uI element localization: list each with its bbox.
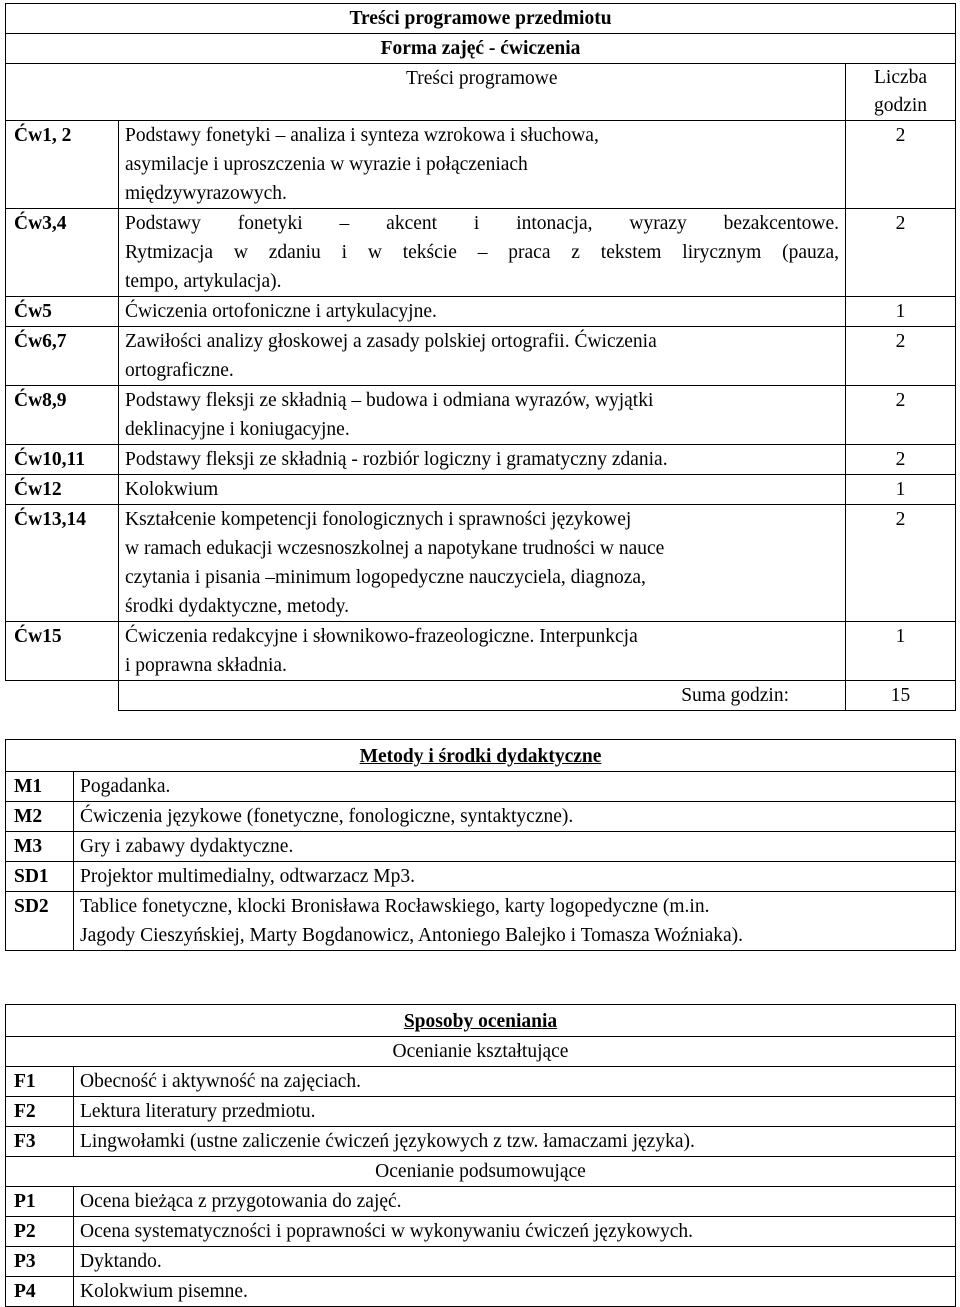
program-row-hours: 1 bbox=[846, 297, 956, 327]
program-row-code: Ćw3,4 bbox=[6, 209, 119, 297]
content-line: środki dydaktyczne, metody. bbox=[125, 596, 350, 617]
program-row-code: Ćw1, 2 bbox=[6, 121, 119, 209]
program-row bbox=[6, 327, 956, 386]
program-row-code: Ćw12 bbox=[6, 475, 119, 505]
methods-table bbox=[5, 739, 956, 951]
program-row-content bbox=[119, 121, 846, 209]
program-row-hours: 1 bbox=[846, 475, 956, 505]
assessment-text: Lingwołamki (ustne zaliczenie ćwiczeń językowych z tzw. łamaczami języka). bbox=[74, 1127, 956, 1157]
assessment-row bbox=[6, 1187, 956, 1217]
assessment-title: Sposoby oceniania bbox=[6, 1005, 956, 1037]
assessment-row bbox=[6, 1217, 956, 1247]
program-row-code: Ćw8,9 bbox=[6, 386, 119, 445]
content-line: czytania i pisania –minimum logopedyczne nauczyciela, diagnoza, bbox=[125, 567, 646, 588]
col-hours-header: Liczba godzin bbox=[846, 64, 956, 121]
assessment-code: P2 bbox=[6, 1217, 74, 1247]
assessment-row bbox=[6, 1097, 956, 1127]
method-text bbox=[74, 862, 956, 892]
assessment-code: F2 bbox=[6, 1097, 74, 1127]
assessment-text: Kolokwium pisemne. bbox=[74, 1277, 956, 1307]
sum-value: 15 bbox=[846, 681, 956, 711]
assessment-text: Lektura literatury przedmiotu. bbox=[74, 1097, 956, 1127]
methods-title: Metody i środki dydaktyczne bbox=[6, 740, 956, 772]
sum-row bbox=[6, 681, 956, 711]
method-row bbox=[6, 772, 956, 802]
content-line: Kolokwium bbox=[125, 479, 219, 500]
assessment-code: F3 bbox=[6, 1127, 74, 1157]
program-row bbox=[6, 622, 956, 681]
program-row-content bbox=[119, 475, 846, 505]
content-line: Kształcenie kompetencji fonologicznych i sprawności językowej bbox=[125, 509, 632, 530]
content-line: Podstawy fonetyki – akcent i intonacja, wyrazy bezakcentowe. bbox=[125, 213, 839, 234]
program-row-code: Ćw13,14 bbox=[6, 505, 119, 622]
assessment-title-row bbox=[6, 1005, 956, 1037]
assessment-row bbox=[6, 1067, 956, 1097]
program-body bbox=[6, 4, 956, 711]
method-text bbox=[74, 832, 956, 862]
program-row bbox=[6, 121, 956, 209]
summative-header-row bbox=[6, 1157, 956, 1187]
program-row-content bbox=[119, 505, 846, 622]
sum-label: Suma godzin: bbox=[119, 681, 846, 711]
program-row bbox=[6, 297, 956, 327]
method-row bbox=[6, 832, 956, 862]
method-code: M3 bbox=[6, 832, 74, 862]
program-row-hours: 2 bbox=[846, 327, 956, 386]
assessment-row bbox=[6, 1127, 956, 1157]
assessment-text: Ocena bieżąca z przygotowania do zajęć. bbox=[74, 1187, 956, 1217]
program-subtitle: Forma zajęć - ćwiczenia bbox=[6, 34, 956, 64]
program-row-content bbox=[119, 386, 846, 445]
method-text-line: Projektor multimedialny, odtwarzacz Mp3. bbox=[80, 866, 416, 887]
content-line: Podstawy fleksji ze składnią - rozbiór logiczny i gramatyczny zdania. bbox=[125, 449, 668, 470]
program-header-row bbox=[6, 64, 956, 121]
program-subtitle-row bbox=[6, 34, 956, 64]
assessment-row bbox=[6, 1277, 956, 1307]
content-line: Rytmizacja w zdaniu i w tekście – praca z tekstem lirycznym (pauza, bbox=[125, 242, 839, 263]
methods-title-row bbox=[6, 740, 956, 772]
program-title-row bbox=[6, 4, 956, 34]
content-line: tempo, artykulacja). bbox=[125, 271, 282, 292]
method-text-line: Ćwiczenia językowe (fonetyczne, fonologiczne, syntaktyczne). bbox=[80, 806, 574, 827]
program-table bbox=[5, 3, 956, 711]
formative-header: Ocenianie kształtujące bbox=[6, 1037, 956, 1067]
method-text-line: Jagody Cieszyńskiej, Marty Bogdanowicz, Antoniego Balejko i Tomasza Woźniaka). bbox=[80, 925, 743, 946]
method-code: M2 bbox=[6, 802, 74, 832]
program-row-hours: 2 bbox=[846, 209, 956, 297]
content-line: deklinacyjne i koniugacyjne. bbox=[125, 419, 350, 440]
program-row-hours: 2 bbox=[846, 121, 956, 209]
program-row-content bbox=[119, 445, 846, 475]
content-line: w ramach edukacji wczesnoszkolnej a napotykane trudności w nauce bbox=[125, 538, 665, 559]
formative-header-row bbox=[6, 1037, 956, 1067]
assessment-code: P3 bbox=[6, 1247, 74, 1277]
content-line: Ćwiczenia ortofoniczne i artykulacyjne. bbox=[125, 301, 437, 322]
method-row bbox=[6, 892, 956, 951]
method-text bbox=[74, 802, 956, 832]
methods-body bbox=[6, 740, 956, 951]
assessment-body bbox=[6, 1005, 956, 1307]
assessment-table bbox=[5, 1004, 956, 1307]
program-row bbox=[6, 475, 956, 505]
method-text-line: Tablice fonetyczne, klocki Bronisława Rocławskiego, karty logopedyczne (m.in. bbox=[80, 896, 710, 917]
program-row-code: Ćw5 bbox=[6, 297, 119, 327]
program-title: Treści programowe przedmiotu bbox=[6, 4, 956, 34]
method-text bbox=[74, 772, 956, 802]
method-text-line: Pogadanka. bbox=[80, 776, 171, 797]
program-row-code: Ćw10,11 bbox=[6, 445, 119, 475]
method-row bbox=[6, 802, 956, 832]
assessment-text: Obecność i aktywność na zajęciach. bbox=[74, 1067, 956, 1097]
program-row-code: Ćw6,7 bbox=[6, 327, 119, 386]
method-code: SD2 bbox=[6, 892, 74, 951]
content-line: międzywyrazowych. bbox=[125, 183, 287, 204]
program-row-hours: 1 bbox=[846, 622, 956, 681]
program-row bbox=[6, 209, 956, 297]
program-row-hours: 2 bbox=[846, 386, 956, 445]
content-line: Podstawy fonetyki – analiza i synteza wzrokowa i słuchowa, bbox=[125, 125, 599, 146]
col-content-header: Treści programowe bbox=[119, 64, 846, 121]
assessment-text: Dyktando. bbox=[74, 1247, 956, 1277]
program-row-content bbox=[119, 327, 846, 386]
content-line: i poprawna składnia. bbox=[125, 655, 287, 676]
program-row bbox=[6, 386, 956, 445]
assessment-code: F1 bbox=[6, 1067, 74, 1097]
content-line: Zawiłości analizy głoskowej a zasady polskiej ortografii. Ćwiczenia bbox=[125, 331, 657, 352]
content-line: asymilacje i uproszczenia w wyrazie i połączeniach bbox=[125, 154, 528, 175]
program-row-content bbox=[119, 297, 846, 327]
method-text-line: Gry i zabawy dydaktyczne. bbox=[80, 836, 294, 857]
assessment-text: Ocena systematyczności i poprawności w wykonywaniu ćwiczeń językowych. bbox=[74, 1217, 956, 1247]
program-row-code: Ćw15 bbox=[6, 622, 119, 681]
program-row bbox=[6, 445, 956, 475]
content-line: Ćwiczenia redakcyjne i słownikowo-frazeologiczne. Interpunkcja bbox=[125, 626, 638, 647]
program-row bbox=[6, 505, 956, 622]
method-text bbox=[74, 892, 956, 951]
method-code: SD1 bbox=[6, 862, 74, 892]
program-row-content bbox=[119, 209, 846, 297]
assessment-row bbox=[6, 1247, 956, 1277]
program-row-hours: 2 bbox=[846, 505, 956, 622]
program-row-hours: 2 bbox=[846, 445, 956, 475]
program-row-content bbox=[119, 622, 846, 681]
method-row bbox=[6, 862, 956, 892]
summative-header: Ocenianie podsumowujące bbox=[6, 1157, 956, 1187]
content-line: Podstawy fleksji ze składnią – budowa i odmiana wyrazów, wyjątki bbox=[125, 390, 654, 411]
assessment-code: P4 bbox=[6, 1277, 74, 1307]
content-line: ortograficzne. bbox=[125, 360, 234, 381]
method-code: M1 bbox=[6, 772, 74, 802]
assessment-code: P1 bbox=[6, 1187, 74, 1217]
